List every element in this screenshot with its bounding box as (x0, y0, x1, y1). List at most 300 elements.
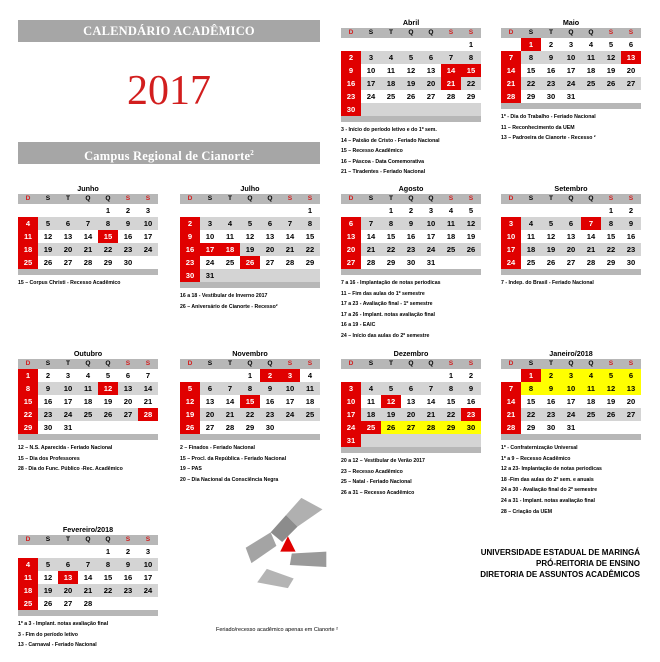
day-cell: 7 (581, 217, 601, 230)
weekday-header: Q (581, 28, 601, 38)
weekday-header: Q (260, 194, 280, 204)
empty-cell (581, 421, 601, 434)
day-cell: 23 (341, 90, 361, 103)
day-cell: 8 (18, 382, 38, 395)
empty-cell (601, 421, 621, 434)
note-item: 7 a 16 - Implantação de notas periodicas (341, 280, 441, 286)
weekday-header: S (118, 359, 138, 369)
weekday-header: S (521, 28, 541, 38)
empty-cell (421, 103, 441, 116)
day-cell: 29 (526, 423, 536, 432)
empty-cell (200, 369, 220, 382)
month-name: Junho (77, 184, 99, 193)
month-grid (341, 194, 481, 275)
note-item: 7 - Indep. do Brasil - Feriado Nacional (501, 280, 594, 286)
empty-cell (98, 597, 118, 610)
day-cell: 14 (83, 232, 93, 241)
weekday-header: T (220, 359, 240, 369)
day-cell: 16 (123, 573, 133, 582)
month-grid (180, 194, 320, 288)
note-item: 15 – Dia dos Professores (18, 455, 80, 462)
day-cell: 27 (63, 599, 73, 608)
note-item: 12 a 23- Implantação de notas periodicas (501, 466, 602, 473)
day-cell: 20 (626, 66, 636, 75)
day-cell: 19 (541, 243, 561, 256)
day-cell: 31 (566, 423, 576, 432)
weekday-header: S (38, 194, 58, 204)
empty-cell (341, 369, 361, 382)
day-cell: 9 (180, 230, 200, 243)
day-cell: 15 (240, 395, 260, 408)
note-item: 24 a 31 - Implant. notas avaliação final (501, 497, 595, 504)
empty-cell (561, 204, 581, 217)
grid-footer (18, 434, 158, 440)
day-cell: 20 (561, 243, 581, 256)
weekday-header: S (118, 535, 138, 545)
note-item: 17 a 26 - Implant. notas avaliação final (341, 311, 435, 318)
campus-banner (18, 142, 320, 164)
day-cell: 10 (138, 558, 158, 571)
weekday-header: Q (98, 359, 118, 369)
note-item: 16 – Páscoa - Data Comemorativa (341, 158, 425, 165)
day-cell: 22 (240, 408, 260, 421)
empty-cell (501, 38, 521, 51)
weekday-header: S (621, 194, 641, 204)
day-cell: 20 (123, 397, 133, 406)
day-cell: 2 (260, 369, 280, 382)
day-cell: 21 (501, 77, 521, 90)
grid-footer (18, 610, 158, 616)
grid-footer (501, 434, 641, 440)
empty-cell (78, 204, 98, 217)
month-grid (18, 359, 158, 440)
day-cell: 1 (608, 206, 614, 215)
day-cell: 15 (386, 232, 396, 241)
month-grid (18, 535, 158, 616)
day-cell: 3 (428, 206, 434, 215)
day-cell: 4 (18, 558, 38, 571)
day-cell: 18 (381, 77, 401, 90)
day-cell: 24 (205, 258, 215, 267)
day-cell: 8 (98, 217, 118, 230)
empty-cell (220, 269, 240, 282)
day-cell: 30 (406, 258, 416, 267)
month-grid (341, 28, 481, 122)
day-cell: 10 (341, 395, 361, 408)
empty-cell (300, 269, 320, 282)
day-cell: 18 (586, 397, 596, 406)
month-grid (180, 359, 320, 440)
weekday-header: Q (581, 194, 601, 204)
empty-cell (361, 103, 381, 116)
weekday-header: S (601, 359, 621, 369)
day-cell: 11 (300, 382, 320, 395)
weekday-header: Q (240, 194, 260, 204)
day-cell: 28 (285, 258, 295, 267)
day-cell: 13 (341, 230, 361, 243)
month-calendar (501, 349, 641, 517)
day-cell: 16 (406, 232, 416, 241)
day-cell: 9 (341, 64, 361, 77)
empty-cell (581, 204, 601, 217)
day-cell: 17 (143, 573, 153, 582)
day-cell: 25 (18, 597, 38, 610)
weekday-header: Q (260, 359, 280, 369)
empty-cell (240, 269, 260, 282)
day-cell: 12 (461, 217, 481, 230)
day-cell: 10 (138, 217, 158, 230)
day-cell: 4 (220, 217, 240, 230)
day-cell: 14 (501, 64, 521, 77)
day-cell: 28 (83, 599, 93, 608)
empty-cell (78, 545, 98, 558)
day-cell: 28 (446, 92, 456, 101)
day-cell: 3 (200, 217, 220, 230)
empty-cell (461, 103, 481, 116)
month-notes (501, 278, 641, 289)
day-cell: 11 (526, 232, 536, 241)
day-cell: 6 (200, 382, 220, 395)
day-cell: 3 (145, 547, 151, 556)
day-cell: 8 (521, 51, 541, 64)
month-name: Outubro (73, 349, 103, 358)
weekday-header: T (541, 28, 561, 38)
day-cell: 4 (448, 206, 454, 215)
day-cell: 30 (123, 258, 133, 267)
month-grid (341, 359, 481, 453)
day-cell: 3 (501, 217, 521, 230)
day-cell: 30 (626, 258, 636, 267)
day-cell: 15 (103, 573, 113, 582)
day-cell: 5 (240, 217, 260, 230)
grid-footer (501, 269, 641, 275)
day-cell: 31 (200, 269, 220, 282)
month-name: Julho (240, 184, 260, 193)
day-cell: 18 (361, 408, 381, 421)
day-cell: 9 (541, 382, 561, 395)
weekday-header: S (361, 28, 381, 38)
month-name: Novembro (232, 349, 268, 358)
day-cell: 8 (381, 217, 401, 230)
weekday-header: D (501, 359, 521, 369)
month-calendar (180, 349, 320, 485)
day-cell: 20 (421, 77, 441, 90)
weekday-header: T (381, 28, 401, 38)
weekday-header: S (621, 28, 641, 38)
day-cell: 31 (426, 258, 436, 267)
day-cell: 10 (366, 66, 376, 75)
weekday-header: T (58, 535, 78, 545)
day-cell: 26 (381, 421, 401, 434)
day-cell: 23 (118, 243, 138, 256)
day-cell: 30 (341, 103, 361, 116)
day-cell: 6 (421, 51, 441, 64)
day-cell: 11 (386, 66, 396, 75)
day-cell: 3 (568, 40, 574, 49)
day-cell: 14 (83, 573, 93, 582)
day-cell: 3 (561, 369, 581, 382)
day-cell: 5 (601, 369, 621, 382)
empty-cell (58, 545, 78, 558)
day-cell: 25 (581, 77, 601, 90)
month-calendar (18, 349, 158, 475)
day-cell: 17 (361, 77, 381, 90)
diretoria: DIRETORIA DE ASSUNTOS ACADÊMICOS (480, 570, 640, 579)
weekday-header: S (521, 194, 541, 204)
day-cell: 4 (521, 217, 541, 230)
day-cell: 10 (280, 382, 300, 395)
empty-cell (260, 204, 280, 217)
empty-cell (300, 421, 320, 434)
day-cell: 18 (586, 66, 596, 75)
day-cell: 8 (461, 51, 481, 64)
day-cell: 21 (220, 408, 240, 421)
weekday-header: S (300, 194, 320, 204)
day-cell: 21 (78, 243, 98, 256)
day-cell: 28 (225, 423, 235, 432)
day-cell: 24 (280, 408, 300, 421)
day-cell: 27 (205, 423, 215, 432)
empty-cell (461, 256, 481, 269)
empty-cell (361, 38, 381, 51)
day-cell: 29 (526, 92, 536, 101)
day-cell: 11 (18, 571, 38, 584)
day-cell: 15 (461, 64, 481, 77)
month-grid (501, 359, 641, 440)
note-item: 20 – Dia Nacional da Consciência Negra (180, 476, 279, 483)
day-cell: 23 (461, 408, 481, 421)
empty-cell (180, 204, 200, 217)
note-item: 15 – Corpus Christi - Recesso Acadêmico (18, 280, 121, 286)
university-block (440, 547, 640, 580)
day-cell: 26 (601, 77, 621, 90)
day-cell: 24 (421, 243, 441, 256)
day-cell: 3 (145, 206, 151, 215)
empty-cell (118, 421, 138, 434)
day-cell: 28 (501, 421, 521, 434)
empty-cell (581, 90, 601, 103)
empty-cell (220, 369, 240, 382)
empty-cell (280, 204, 300, 217)
day-cell: 2 (341, 51, 361, 64)
day-cell: 24 (138, 584, 158, 597)
day-cell: 5 (608, 40, 614, 49)
day-cell: 9 (118, 217, 138, 230)
note-item: 1º a 3 - Implant. notas avaliação final (18, 621, 109, 627)
day-cell: 25 (386, 92, 396, 101)
day-cell: 20 (200, 408, 220, 421)
note-item: 25 – Natal - Feriado Nacional (341, 479, 412, 486)
day-cell: 11 (581, 51, 601, 64)
empty-cell (280, 269, 300, 282)
day-cell: 14 (441, 64, 461, 77)
day-cell: 4 (85, 371, 91, 380)
footnote: Feriado/recesso acadêmico apenas em Cianorte ² (216, 627, 338, 633)
month-grid (501, 28, 641, 109)
day-cell: 8 (601, 217, 621, 230)
day-cell: 20 (626, 397, 636, 406)
day-cell: 11 (441, 217, 461, 230)
day-cell: 29 (606, 258, 616, 267)
month-notes (18, 619, 158, 651)
month-name: Janeiro/2018 (549, 349, 593, 358)
day-cell: 27 (401, 421, 421, 434)
note-item: 2 – Finados - Feriado Nacional (180, 445, 255, 451)
day-cell: 29 (441, 421, 461, 434)
day-cell: 24 (366, 92, 376, 101)
month-grid (501, 194, 641, 275)
month-name: Fevereiro/2018 (62, 525, 114, 534)
day-cell: 21 (143, 397, 153, 406)
day-cell: 10 (421, 217, 441, 230)
weekday-header: S (361, 194, 381, 204)
day-cell: 12 (601, 382, 621, 395)
empty-cell (138, 597, 158, 610)
day-cell: 30 (180, 269, 200, 282)
day-cell: 7 (501, 51, 521, 64)
weekday-header: S (441, 28, 461, 38)
day-cell: 22 (601, 243, 621, 256)
day-cell: 25 (361, 421, 381, 434)
weekday-header: D (180, 359, 200, 369)
day-cell: 14 (225, 397, 235, 406)
weekday-header: D (341, 359, 361, 369)
weekday-header: S (138, 535, 158, 545)
day-cell: 1 (521, 369, 541, 382)
day-cell: 26 (43, 258, 53, 267)
weekday-header: T (58, 194, 78, 204)
day-cell: 16 (546, 397, 556, 406)
day-cell: 5 (401, 51, 421, 64)
empty-cell (521, 204, 541, 217)
day-cell: 10 (561, 51, 581, 64)
note-item: 24 a 30 - Avaliação final do 2º semestre (501, 487, 598, 494)
day-cell: 18 (220, 243, 240, 256)
month-notes (501, 443, 641, 517)
day-cell: 7 (501, 382, 521, 395)
day-cell: 11 (366, 397, 376, 406)
month-notes (180, 443, 320, 485)
day-cell: 17 (566, 66, 576, 75)
day-cell: 9 (461, 382, 481, 395)
day-cell: 24 (561, 408, 581, 421)
day-cell: 15 (18, 395, 38, 408)
day-cell: 12 (43, 232, 53, 241)
day-cell: 26 (546, 258, 556, 267)
day-cell: 13 (406, 397, 416, 406)
note-item: 1º a 9 – Recesso Acadêmico (501, 455, 571, 462)
day-cell: 16 (180, 243, 200, 256)
day-cell: 2 (541, 369, 561, 382)
empty-cell (58, 204, 78, 217)
day-cell: 4 (18, 217, 38, 230)
day-cell: 17 (341, 408, 361, 421)
day-cell: 30 (461, 421, 481, 434)
note-item: 26 a 31 – Recesso Acadêmico (341, 489, 415, 496)
day-cell: 30 (265, 423, 275, 432)
empty-cell (441, 38, 461, 51)
day-cell: 13 (566, 232, 576, 241)
note-item: 16 a 18 - Vestibular de Inverno 2017 (180, 293, 268, 299)
day-cell: 25 (441, 243, 461, 256)
day-cell: 28 (366, 258, 376, 267)
empty-cell (200, 204, 220, 217)
day-cell: 29 (466, 92, 476, 101)
note-item: 28 – Criação da UEM (501, 508, 553, 515)
day-cell: 7 (421, 382, 441, 395)
day-cell: 14 (586, 232, 596, 241)
note-item: 20 a 12 – Vestibular de Verão 2017 (341, 458, 425, 464)
weekday-header: T (220, 194, 240, 204)
uem-logo-icon (238, 494, 334, 590)
day-cell: 24 (341, 421, 361, 434)
day-cell: 16 (626, 232, 636, 241)
day-cell: 1 (468, 40, 474, 49)
day-cell: 7 (361, 217, 381, 230)
day-cell: 10 (561, 382, 581, 395)
month-notes (501, 112, 641, 144)
day-cell: 28 (501, 90, 521, 103)
note-item: 11 – Reconhecimento da UEM (501, 124, 575, 131)
empty-cell (621, 90, 641, 103)
day-cell: 15 (446, 397, 456, 406)
campus-name: Campus Regional de Cianorte (84, 149, 251, 164)
day-cell: 24 (561, 77, 581, 90)
weekday-header: S (441, 359, 461, 369)
weekday-header: S (461, 194, 481, 204)
weekday-header: Q (401, 28, 421, 38)
day-cell: 21 (501, 408, 521, 421)
note-item: 3 - Início do período letivo e do 1º sem. (341, 127, 437, 133)
day-cell: 14 (501, 395, 521, 408)
day-cell: 17 (501, 243, 521, 256)
day-cell: 27 (426, 92, 436, 101)
empty-cell (381, 434, 401, 447)
day-cell: 17 (426, 232, 436, 241)
day-cell: 22 (300, 243, 320, 256)
day-cell: 27 (63, 258, 73, 267)
day-cell: 15 (98, 230, 118, 243)
empty-cell (381, 38, 401, 51)
day-cell: 25 (581, 408, 601, 421)
month-name: Maio (562, 18, 580, 27)
day-cell: 20 (58, 584, 78, 597)
day-cell: 18 (83, 397, 93, 406)
month-name: Abril (402, 18, 420, 27)
grid-footer (341, 269, 481, 275)
day-cell: 18 (305, 397, 315, 406)
day-cell: 12 (601, 51, 621, 64)
day-cell: 28 (586, 258, 596, 267)
day-cell: 14 (426, 397, 436, 406)
grid-footer (341, 447, 481, 453)
day-cell: 4 (381, 51, 401, 64)
day-cell: 13 (621, 382, 641, 395)
day-cell: 26 (461, 243, 481, 256)
day-cell: 6 (58, 217, 78, 230)
day-cell: 21 (78, 584, 98, 597)
empty-cell (361, 204, 381, 217)
note-item: 14 – Paixão de Cristo - Feriado Nacional (341, 137, 440, 144)
empty-cell (461, 434, 481, 447)
day-cell: 29 (245, 423, 255, 432)
day-cell: 3 (65, 371, 71, 380)
day-cell: 15 (526, 397, 536, 406)
day-cell: 29 (18, 421, 38, 434)
day-cell: 5 (38, 217, 58, 230)
empty-cell (401, 103, 421, 116)
weekday-header: D (501, 28, 521, 38)
